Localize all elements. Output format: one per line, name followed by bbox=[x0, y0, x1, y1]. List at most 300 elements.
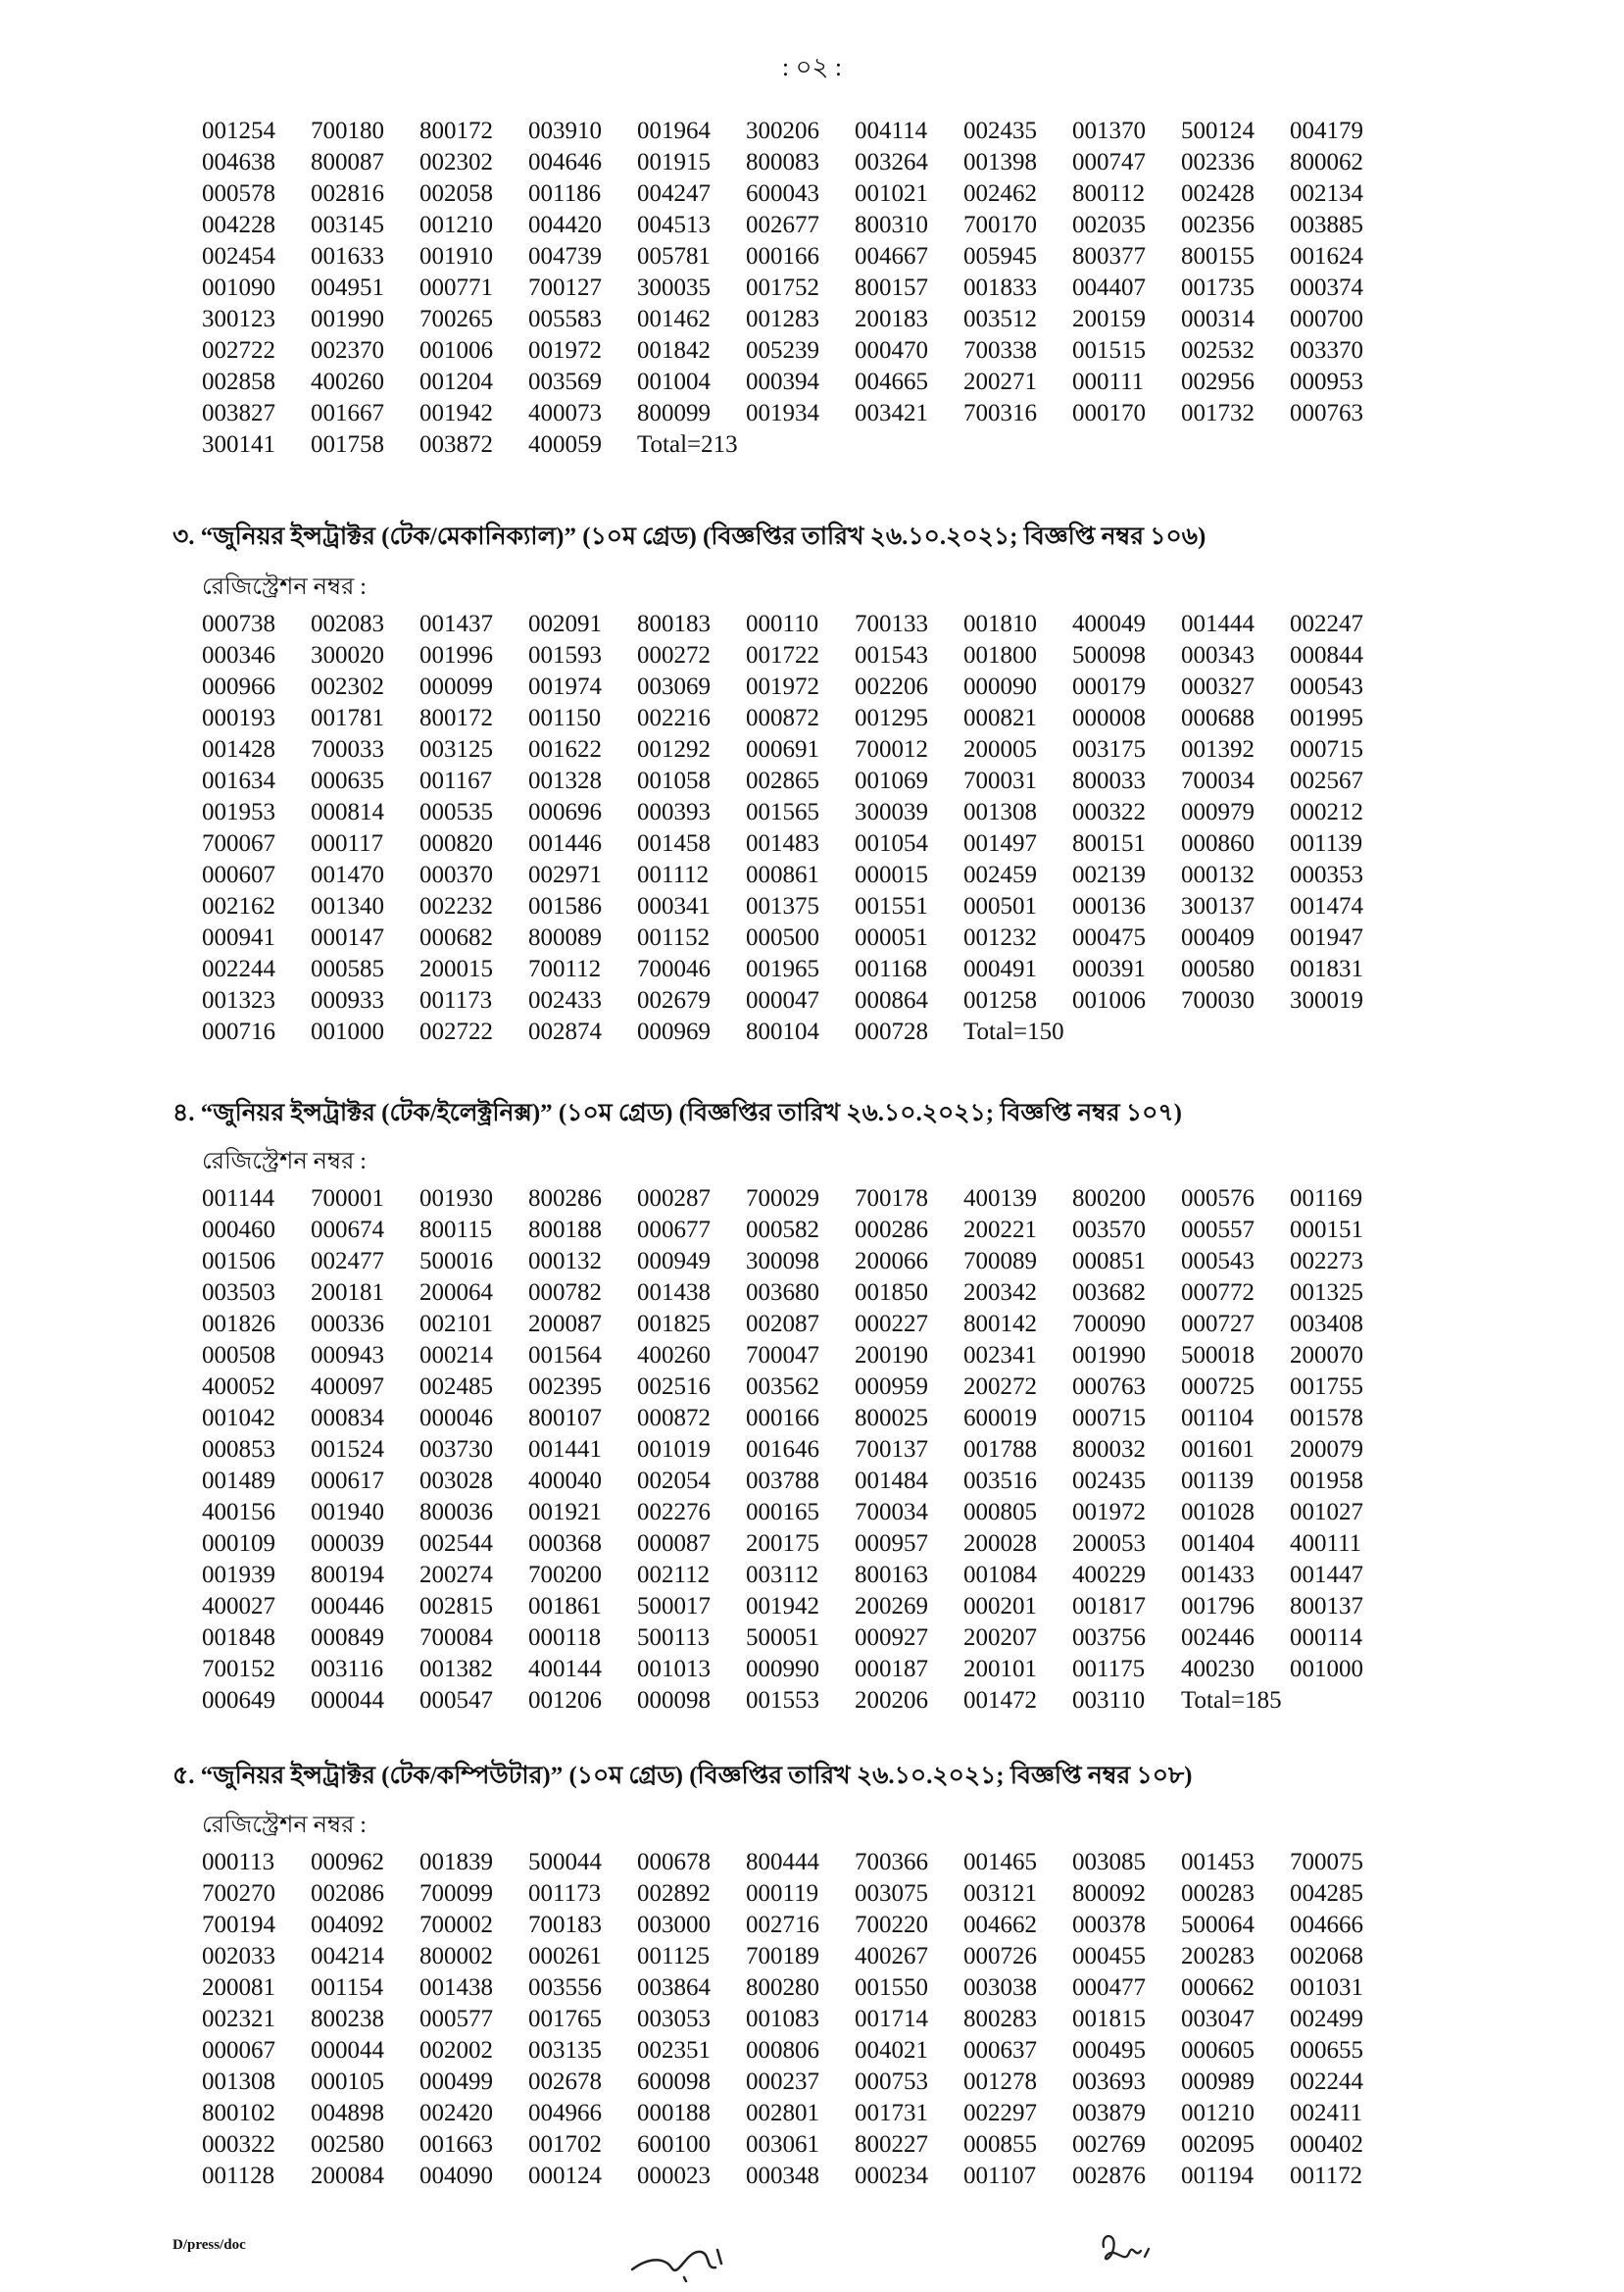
registration-number: 800283 bbox=[963, 2006, 1037, 2032]
registration-number: 001755 bbox=[1290, 1373, 1363, 1400]
registration-number: 800112 bbox=[1072, 180, 1146, 207]
registration-number: 002091 bbox=[528, 611, 602, 637]
registration-number: 002679 bbox=[637, 987, 711, 1014]
registration-number: 001861 bbox=[528, 1593, 602, 1619]
registration-number: 000580 bbox=[1181, 956, 1255, 982]
registration-number: 001210 bbox=[1181, 2100, 1255, 2126]
registration-number: 002297 bbox=[963, 2100, 1037, 2126]
section-total: Total=213 bbox=[637, 431, 738, 458]
registration-number: 001470 bbox=[311, 862, 384, 888]
registration-number: 000067 bbox=[202, 2037, 275, 2064]
registration-number: 002033 bbox=[202, 1943, 275, 1969]
registration-number: 001974 bbox=[528, 673, 602, 700]
registration-number: 001826 bbox=[202, 1311, 275, 1337]
registration-number: 000151 bbox=[1290, 1217, 1363, 1243]
registration-number: 400027 bbox=[202, 1593, 275, 1619]
registration-number: 004214 bbox=[311, 1943, 384, 1969]
registration-number: 000188 bbox=[637, 2100, 711, 2126]
registration-number: 700002 bbox=[419, 1912, 493, 1938]
registration-number: 000272 bbox=[637, 642, 711, 669]
registration-number: 200084 bbox=[311, 2163, 384, 2189]
registration-number: 001910 bbox=[419, 243, 493, 270]
registration-number: 000117 bbox=[311, 830, 384, 857]
registration-number: 000046 bbox=[419, 1405, 493, 1431]
registration-number: 001524 bbox=[311, 1436, 384, 1463]
registration-number: 001497 bbox=[963, 830, 1037, 857]
registration-number: 000979 bbox=[1181, 799, 1255, 825]
registration-number: 002095 bbox=[1181, 2131, 1255, 2158]
registration-number: 001964 bbox=[637, 118, 711, 144]
section-total: Total=185 bbox=[1181, 1687, 1282, 1714]
registration-number: 001758 bbox=[311, 431, 384, 458]
registration-number: 001446 bbox=[528, 830, 602, 857]
registration-number: 001848 bbox=[202, 1624, 275, 1651]
registration-number: 200079 bbox=[1290, 1436, 1363, 1463]
registration-number: 700366 bbox=[855, 1849, 928, 1875]
registration-number: 001934 bbox=[746, 400, 819, 426]
footer-doc-code: D/press/doc bbox=[172, 2237, 246, 2253]
registration-number: 200015 bbox=[419, 956, 493, 982]
registration-number: 000023 bbox=[637, 2163, 711, 2189]
signature-right bbox=[1096, 2227, 1174, 2276]
registration-number: 004638 bbox=[202, 149, 275, 175]
registration-number: 000861 bbox=[746, 862, 819, 888]
registration-number: 000336 bbox=[311, 1311, 384, 1337]
registration-number: 002058 bbox=[419, 180, 493, 207]
registration-number: 700084 bbox=[419, 1624, 493, 1651]
registration-number: 004739 bbox=[528, 243, 602, 270]
registration-number: 000677 bbox=[637, 1217, 711, 1243]
registration-number: 002462 bbox=[963, 180, 1037, 207]
registration-number: 001850 bbox=[855, 1279, 928, 1306]
registration-number: 000820 bbox=[419, 830, 493, 857]
registration-number: 003061 bbox=[746, 2131, 819, 2158]
registration-number: 700180 bbox=[311, 118, 384, 144]
registration-number: 003069 bbox=[637, 673, 711, 700]
registration-number: 000715 bbox=[1072, 1405, 1146, 1431]
registration-number: 002276 bbox=[637, 1499, 711, 1525]
registration-label-electronics: রেজিস্ট্রেশন নম্বর : bbox=[202, 1149, 367, 1174]
registration-number: 003788 bbox=[746, 1468, 819, 1494]
registration-grid-section-2 bbox=[202, 116, 1399, 461]
registration-number: 000872 bbox=[637, 1405, 711, 1431]
registration-number: 600100 bbox=[637, 2131, 711, 2158]
registration-number: 001128 bbox=[202, 2163, 275, 2189]
registration-number: 002162 bbox=[202, 893, 275, 920]
registration-number: 000771 bbox=[419, 274, 493, 301]
registration-number: 000132 bbox=[528, 1248, 602, 1274]
registration-number: 000322 bbox=[1072, 799, 1146, 825]
registration-number: 001714 bbox=[855, 2006, 928, 2032]
registration-number: 002411 bbox=[1290, 2100, 1363, 2126]
registration-grid-electronics bbox=[202, 1183, 1399, 1717]
registration-number: 300020 bbox=[311, 642, 384, 669]
registration-number: 003910 bbox=[528, 118, 602, 144]
registration-number: 800115 bbox=[419, 1217, 493, 1243]
registration-number: 800083 bbox=[746, 149, 819, 175]
registration-number: 001210 bbox=[419, 212, 493, 238]
registration-number: 800280 bbox=[746, 1974, 819, 2001]
registration-number: 003264 bbox=[855, 149, 928, 175]
registration-number: 300137 bbox=[1181, 893, 1255, 920]
registration-number: 800194 bbox=[311, 1562, 384, 1588]
registration-number: 001232 bbox=[963, 924, 1037, 951]
registration-number: 003038 bbox=[963, 1974, 1037, 2001]
registration-number: 001021 bbox=[855, 180, 928, 207]
registration-number: 000193 bbox=[202, 705, 275, 731]
registration-number: 700133 bbox=[855, 611, 928, 637]
registration-number: 003028 bbox=[419, 1468, 493, 1494]
registration-number: 200190 bbox=[855, 1342, 928, 1369]
registration-number: 000374 bbox=[1290, 274, 1363, 301]
registration-number: 002874 bbox=[528, 1019, 602, 1045]
registration-number: 300035 bbox=[637, 274, 711, 301]
registration-number: 001382 bbox=[419, 1656, 493, 1682]
registration-number: 001308 bbox=[963, 799, 1037, 825]
registration-number: 001825 bbox=[637, 1311, 711, 1337]
registration-number: 001831 bbox=[1290, 956, 1363, 982]
registration-number: 000726 bbox=[963, 1943, 1037, 1969]
registration-number: 000715 bbox=[1290, 736, 1363, 763]
registration-number: 004951 bbox=[311, 274, 384, 301]
registration-number: 700090 bbox=[1072, 1311, 1146, 1337]
registration-number: 800200 bbox=[1072, 1185, 1146, 1212]
registration-number: 200175 bbox=[746, 1530, 819, 1557]
registration-number: 000087 bbox=[637, 1530, 711, 1557]
registration-number: 005239 bbox=[746, 337, 819, 364]
registration-number: 001441 bbox=[528, 1436, 602, 1463]
registration-number: 000393 bbox=[637, 799, 711, 825]
registration-number: 700112 bbox=[528, 956, 602, 982]
registration-number: 200183 bbox=[855, 306, 928, 332]
registration-number: 001474 bbox=[1290, 893, 1363, 920]
registration-number: 000605 bbox=[1181, 2037, 1255, 2064]
registration-number: 001765 bbox=[528, 2006, 602, 2032]
registration-number: 200005 bbox=[963, 736, 1037, 763]
registration-number: 500113 bbox=[637, 1624, 711, 1651]
registration-number: 000969 bbox=[637, 1019, 711, 1045]
registration-number: 001006 bbox=[419, 337, 493, 364]
registration-number: 000535 bbox=[419, 799, 493, 825]
registration-number: 400052 bbox=[202, 1373, 275, 1400]
registration-number: 003085 bbox=[1072, 1849, 1146, 1875]
registration-number: 001921 bbox=[528, 1499, 602, 1525]
registration-number: 000090 bbox=[963, 673, 1037, 700]
registration-number: 001489 bbox=[202, 1468, 275, 1494]
registration-number: 002134 bbox=[1290, 180, 1363, 207]
registration-number: 200181 bbox=[311, 1279, 384, 1306]
registration-number: 004662 bbox=[963, 1912, 1037, 1938]
registration-number: 000585 bbox=[311, 956, 384, 982]
registration-number: 001958 bbox=[1290, 1468, 1363, 1494]
registration-number: 800238 bbox=[311, 2006, 384, 2032]
registration-number: 700075 bbox=[1290, 1849, 1363, 1875]
registration-number: 000370 bbox=[419, 862, 493, 888]
registration-number: 400111 bbox=[1290, 1530, 1362, 1557]
registration-number: 300123 bbox=[202, 306, 275, 332]
registration-number: 001104 bbox=[1181, 1405, 1255, 1431]
registration-number: 000578 bbox=[202, 180, 275, 207]
registration-number: 001788 bbox=[963, 1436, 1037, 1463]
registration-number: 002816 bbox=[311, 180, 384, 207]
registration-number: 000109 bbox=[202, 1530, 275, 1557]
registration-number: 001633 bbox=[311, 243, 384, 270]
registration-number: 000543 bbox=[1181, 1248, 1255, 1274]
registration-number: 003562 bbox=[746, 1373, 819, 1400]
registration-number: 001815 bbox=[1072, 2006, 1146, 2032]
registration-number: 004966 bbox=[528, 2100, 602, 2126]
registration-number: 800087 bbox=[311, 149, 384, 175]
registration-number: 000322 bbox=[202, 2131, 275, 2158]
registration-number: 004090 bbox=[419, 2163, 493, 2189]
registration-number: 800036 bbox=[419, 1499, 493, 1525]
registration-number: 000470 bbox=[855, 337, 928, 364]
registration-number: 000409 bbox=[1181, 924, 1255, 951]
registration-number: 000477 bbox=[1072, 1974, 1146, 2001]
registration-number: 700067 bbox=[202, 830, 275, 857]
registration-number: 002087 bbox=[746, 1311, 819, 1337]
registration-number: 001139 bbox=[1181, 1468, 1255, 1494]
registration-number: 000368 bbox=[528, 1530, 602, 1557]
registration-number: 001624 bbox=[1290, 243, 1363, 270]
registration-number: 700089 bbox=[963, 1248, 1037, 1274]
registration-number: 500051 bbox=[746, 1624, 819, 1651]
registration-number: 002532 bbox=[1181, 337, 1255, 364]
registration-number: 001484 bbox=[855, 1468, 928, 1494]
registration-number: 003145 bbox=[311, 212, 384, 238]
registration-number: 003135 bbox=[528, 2037, 602, 2064]
registration-number: 000179 bbox=[1072, 673, 1146, 700]
registration-number: 500016 bbox=[419, 1248, 493, 1274]
registration-number: 002435 bbox=[1072, 1468, 1146, 1494]
registration-number: 700189 bbox=[746, 1943, 819, 1969]
registration-number: 002858 bbox=[202, 369, 275, 395]
registration-number: 002677 bbox=[746, 212, 819, 238]
registration-number: 000343 bbox=[1181, 642, 1255, 669]
registration-number: 700265 bbox=[419, 306, 493, 332]
registration-number: 004285 bbox=[1290, 1880, 1363, 1907]
registration-number: 200271 bbox=[963, 369, 1037, 395]
registration-number: 002216 bbox=[637, 705, 711, 731]
registration-number: 800157 bbox=[855, 274, 928, 301]
registration-number: 001972 bbox=[1072, 1499, 1146, 1525]
registration-number: 004666 bbox=[1290, 1912, 1363, 1938]
registration-number: 001167 bbox=[419, 768, 493, 794]
registration-number: 005945 bbox=[963, 243, 1037, 270]
registration-number: 003125 bbox=[419, 736, 493, 763]
registration-number: 800151 bbox=[1072, 830, 1146, 857]
registration-number: 400059 bbox=[528, 431, 602, 458]
registration-number: 000747 bbox=[1072, 149, 1146, 175]
registration-number: 001781 bbox=[311, 705, 384, 731]
registration-number: 002433 bbox=[528, 987, 602, 1014]
registration-number: 800099 bbox=[637, 400, 711, 426]
registration-grid-mechanical bbox=[202, 609, 1399, 1048]
registration-number: 003864 bbox=[637, 1974, 711, 2001]
registration-number: 800002 bbox=[419, 1943, 493, 1969]
registration-number: 002086 bbox=[311, 1880, 384, 1907]
registration-number: 400040 bbox=[528, 1468, 602, 1494]
registration-number: 200101 bbox=[963, 1656, 1037, 1682]
registration-number: 800227 bbox=[855, 2131, 928, 2158]
registration-number: 000501 bbox=[963, 893, 1037, 920]
registration-number: 001194 bbox=[1181, 2163, 1255, 2189]
registration-number: 003110 bbox=[1072, 1687, 1146, 1714]
registration-number: 000872 bbox=[746, 705, 819, 731]
registration-number: 003516 bbox=[963, 1468, 1037, 1494]
registration-number: 000234 bbox=[855, 2163, 928, 2189]
registration-number: 001667 bbox=[311, 400, 384, 426]
registration-number: 001663 bbox=[419, 2131, 493, 2158]
registration-number: 001186 bbox=[528, 180, 602, 207]
registration-number: 001438 bbox=[419, 1974, 493, 2001]
registration-number: 001438 bbox=[637, 1279, 711, 1306]
registration-number: 000989 bbox=[1181, 2068, 1255, 2095]
registration-number: 003116 bbox=[311, 1656, 384, 1682]
registration-number: 000460 bbox=[202, 1217, 275, 1243]
registration-number: 000806 bbox=[746, 2037, 819, 2064]
registration-number: 001392 bbox=[1181, 736, 1255, 763]
registration-number: 001150 bbox=[528, 705, 602, 731]
registration-number: 005583 bbox=[528, 306, 602, 332]
registration-number: 002206 bbox=[855, 673, 928, 700]
registration-number: 002068 bbox=[1290, 1943, 1363, 1969]
registration-number: 700034 bbox=[1181, 768, 1255, 794]
registration-number: 001004 bbox=[637, 369, 711, 395]
registration-number: 000772 bbox=[1181, 1279, 1255, 1306]
registration-number: 000728 bbox=[855, 1019, 928, 1045]
registration-number: 001990 bbox=[311, 306, 384, 332]
registration-number: 002485 bbox=[419, 1373, 493, 1400]
registration-number: 000132 bbox=[1181, 862, 1255, 888]
registration-number: 001634 bbox=[202, 768, 275, 794]
registration-number: 001965 bbox=[746, 956, 819, 982]
registration-number: 003885 bbox=[1290, 212, 1363, 238]
registration-number: 001323 bbox=[202, 987, 275, 1014]
registration-number: 000688 bbox=[1181, 705, 1255, 731]
registration-number: 003512 bbox=[963, 306, 1037, 332]
registration-number: 003879 bbox=[1072, 2100, 1146, 2126]
registration-number: 000674 bbox=[311, 1217, 384, 1243]
registration-number: 000716 bbox=[202, 1019, 275, 1045]
section-heading-mechanical: ৩. “জুনিয়র ইন্সট্রাক্টর (টেক/মেকানিক্যাল)” (১০ম গ্রেড) (বিজ্ঞপ্তির তারিখ ২৬.১০.২০২১; বিজ্ঞপ্তি নম্বর ১০৬) bbox=[172, 523, 1206, 550]
registration-number: 000941 bbox=[202, 924, 275, 951]
registration-number: 700047 bbox=[746, 1342, 819, 1369]
registration-number: 001817 bbox=[1072, 1593, 1146, 1619]
registration-number: 001107 bbox=[963, 2163, 1037, 2189]
registration-number: 000635 bbox=[311, 768, 384, 794]
registration-number: 003570 bbox=[1072, 1217, 1146, 1243]
registration-number: 800092 bbox=[1072, 1880, 1146, 1907]
registration-number: 000959 bbox=[855, 1373, 928, 1400]
registration-number: 001722 bbox=[746, 642, 819, 669]
registration-number: 001112 bbox=[637, 862, 710, 888]
registration-number: 003556 bbox=[528, 1974, 602, 2001]
registration-number: 003047 bbox=[1181, 2006, 1255, 2032]
registration-number: 000261 bbox=[528, 1943, 602, 1969]
registration-number: 001447 bbox=[1290, 1562, 1363, 1588]
registration-number: 001204 bbox=[419, 369, 493, 395]
registration-number: 002722 bbox=[202, 337, 275, 364]
registration-number: 002477 bbox=[311, 1248, 384, 1274]
registration-number: 000844 bbox=[1290, 642, 1363, 669]
registration-number: 800062 bbox=[1290, 149, 1363, 175]
registration-number: 001942 bbox=[419, 400, 493, 426]
registration-number: 000455 bbox=[1072, 1943, 1146, 1969]
registration-number: 001990 bbox=[1072, 1342, 1146, 1369]
registration-number: 500124 bbox=[1181, 118, 1255, 144]
registration-number: 000378 bbox=[1072, 1912, 1146, 1938]
registration-number: 003680 bbox=[746, 1279, 819, 1306]
registration-number: 001058 bbox=[637, 768, 711, 794]
registration-number: 000147 bbox=[311, 924, 384, 951]
registration-number: 001000 bbox=[1290, 1656, 1363, 1682]
signature-left bbox=[627, 2230, 755, 2289]
registration-number: 003730 bbox=[419, 1436, 493, 1463]
registration-number: 700099 bbox=[419, 1880, 493, 1907]
registration-number: 001028 bbox=[1181, 1499, 1255, 1525]
registration-number: 002244 bbox=[202, 956, 275, 982]
registration-number: 000237 bbox=[746, 2068, 819, 2095]
registration-number: 200269 bbox=[855, 1593, 928, 1619]
registration-number: 500064 bbox=[1181, 1912, 1255, 1938]
registration-number: 001340 bbox=[311, 893, 384, 920]
registration-number: 000119 bbox=[746, 1880, 819, 1907]
registration-number: 002351 bbox=[637, 2037, 711, 2064]
registration-number: 002435 bbox=[963, 118, 1037, 144]
registration-number: 700001 bbox=[311, 1185, 384, 1212]
registration-number: 600098 bbox=[637, 2068, 711, 2095]
registration-number: 003175 bbox=[1072, 736, 1146, 763]
registration-number: 000124 bbox=[528, 2163, 602, 2189]
registration-number: 003872 bbox=[419, 431, 493, 458]
registration-number: 600019 bbox=[963, 1405, 1037, 1431]
registration-number: 000446 bbox=[311, 1593, 384, 1619]
registration-number: 000394 bbox=[746, 369, 819, 395]
registration-number: 001069 bbox=[855, 768, 928, 794]
registration-number: 004420 bbox=[528, 212, 602, 238]
registration-number: 001458 bbox=[637, 830, 711, 857]
registration-number: 001084 bbox=[963, 1562, 1037, 1588]
registration-number: 000957 bbox=[855, 1530, 928, 1557]
registration-number: 001565 bbox=[746, 799, 819, 825]
registration-number: 001543 bbox=[855, 642, 928, 669]
registration-number: 001735 bbox=[1181, 274, 1255, 301]
registration-number: 001732 bbox=[1181, 400, 1255, 426]
registration-number: 001515 bbox=[1072, 337, 1146, 364]
registration-number: 000212 bbox=[1290, 799, 1363, 825]
registration-number: 400139 bbox=[963, 1185, 1037, 1212]
registration-number: 000700 bbox=[1290, 306, 1363, 332]
registration-number: 700183 bbox=[528, 1912, 602, 1938]
registration-number: 500098 bbox=[1072, 642, 1146, 669]
registration-number: 000286 bbox=[855, 1217, 928, 1243]
registration-number: 001995 bbox=[1290, 705, 1363, 731]
registration-number: 004114 bbox=[855, 118, 928, 144]
registration-number: 000763 bbox=[1072, 1373, 1146, 1400]
registration-number: 000187 bbox=[855, 1656, 928, 1682]
registration-number: 002244 bbox=[1290, 2068, 1363, 2095]
registration-number: 001404 bbox=[1181, 1530, 1255, 1557]
registration-number: 001013 bbox=[637, 1656, 711, 1682]
registration-number: 800377 bbox=[1072, 243, 1146, 270]
registration-number: 000214 bbox=[419, 1342, 493, 1369]
registration-number: 002395 bbox=[528, 1373, 602, 1400]
registration-number: 000682 bbox=[419, 924, 493, 951]
registration-number: 002232 bbox=[419, 893, 493, 920]
registration-number: 002083 bbox=[311, 611, 384, 637]
registration-number: 000044 bbox=[311, 1687, 384, 1714]
